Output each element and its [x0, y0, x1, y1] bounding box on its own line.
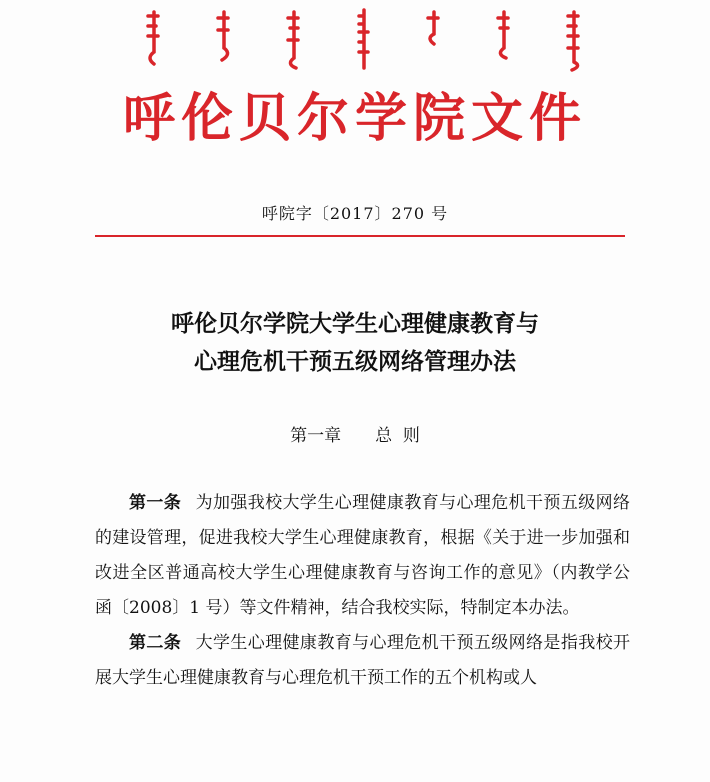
article-label: 第一条 [129, 493, 182, 513]
document-title [0, 305, 710, 381]
title-line-2: 心理危机干预五级网络管理办法 [194, 349, 516, 375]
red-divider [95, 235, 625, 237]
mongolian-word-icon [492, 8, 516, 72]
article-text: 大学生心理健康教育与心理危机干预五级网络是指我校开展大学生心理健康教育与心理危机干预工作的五个机构或人 [95, 633, 631, 688]
mongolian-word-icon [562, 8, 586, 72]
mongolian-word-icon [422, 8, 446, 72]
chapter-number: 第一章 [290, 426, 342, 446]
article-text: 为加强我校大学生心理健康教育与心理危机干预五级网络的建设管理，促进我校大学生心理健康教育，根据《关于进一步加强和改进全区普通高校大学生心理健康教育与咨询工作的意见》（内教学公函〔2008〕1 号）等文件精神，结合我校实际，特制定本办法。 [95, 493, 631, 618]
mongolian-word-icon [142, 8, 166, 72]
mongolian-word-icon [282, 8, 306, 72]
document-body [95, 486, 630, 696]
mongolian-word-icon [212, 8, 236, 72]
issuer-title: 呼伦贝尔学院文件 [122, 88, 587, 149]
chapter-name: 总 则 [375, 426, 420, 446]
document-number: 呼院字〔2017〕270 号 [261, 204, 449, 223]
article-label: 第二条 [129, 633, 182, 653]
article-paragraph [95, 486, 630, 626]
title-line-1: 呼伦贝尔学院大学生心理健康教育与 [171, 311, 539, 337]
mongolian-word-icon [352, 8, 376, 72]
chapter-heading [0, 424, 710, 448]
article-paragraph [95, 626, 630, 696]
mongolian-script-header [120, 8, 590, 78]
